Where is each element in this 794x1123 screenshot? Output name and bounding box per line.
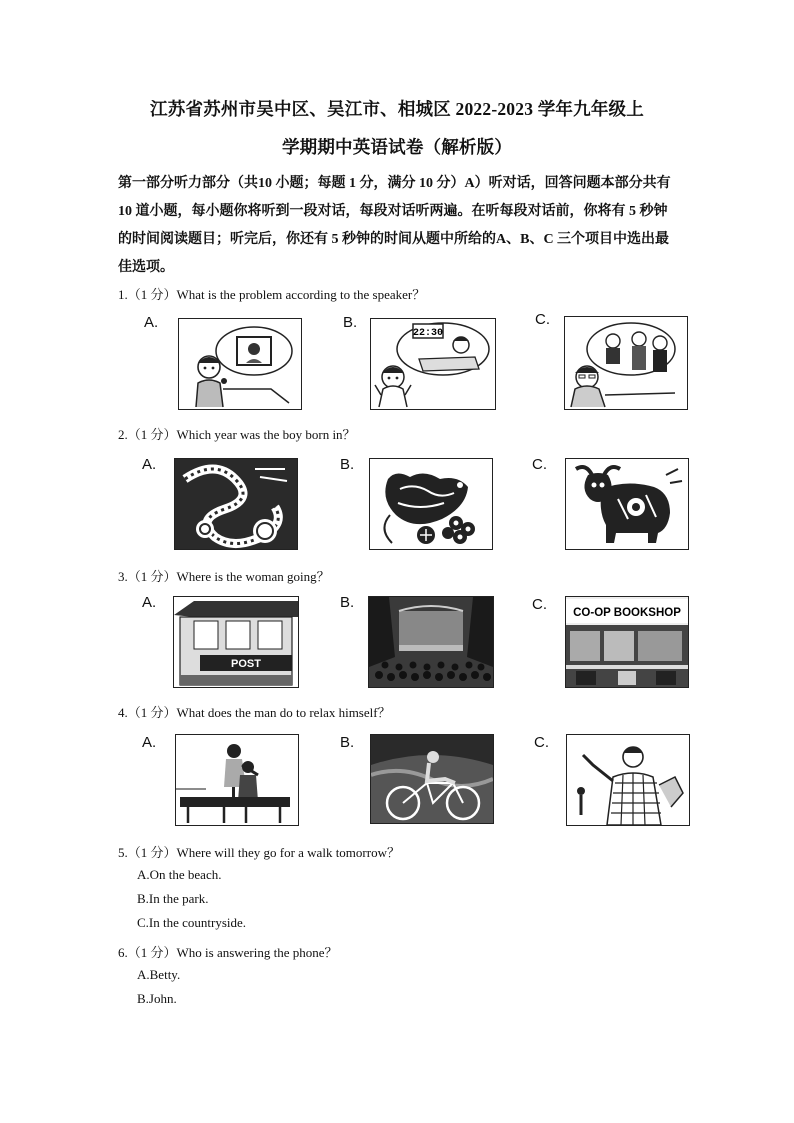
bookshop-illustration bbox=[566, 597, 688, 687]
q1-picture-b-tired-student[interactable] bbox=[370, 318, 496, 410]
post-sign: POST bbox=[231, 658, 261, 670]
mouse-papercut-illustration bbox=[370, 459, 492, 549]
theatre-illustration bbox=[369, 597, 493, 687]
snake-papercut-illustration bbox=[175, 459, 297, 549]
man-painting-illustration bbox=[567, 735, 689, 825]
q3-option-c-label: C. bbox=[532, 596, 547, 613]
page-title-line-2: 学期期中英语试卷（解析版） bbox=[281, 137, 513, 157]
q3-picture-a-post-office[interactable] bbox=[173, 596, 299, 688]
cycling-illustration bbox=[371, 735, 493, 823]
q4-picture-b-cycling[interactable] bbox=[370, 734, 494, 824]
q2-option-b-label: B. bbox=[340, 456, 355, 473]
clock-time: 22:30 bbox=[412, 328, 444, 339]
table-tennis-illustration bbox=[176, 735, 298, 825]
q3-option-b-label: B. bbox=[340, 594, 355, 611]
q5-choice-c[interactable]: C.In the countryside. bbox=[137, 915, 247, 930]
question-4: 4.（1 分）What does the man do to relax himself？ bbox=[118, 705, 391, 720]
q6-choice-a[interactable]: A.Betty. bbox=[137, 967, 181, 982]
q2-picture-c-ox[interactable] bbox=[565, 458, 689, 550]
q6-choice-b[interactable]: B.John. bbox=[137, 991, 177, 1006]
question-6: 6.（1 分）Who is answering the phone？ bbox=[118, 945, 338, 960]
q1-option-b-label: B. bbox=[343, 314, 358, 331]
q2-option-a-label: A. bbox=[142, 456, 157, 473]
question-1: 1.（1 分）What is the problem according to the speaker？ bbox=[118, 287, 426, 302]
q4-option-b-label: B. bbox=[340, 734, 355, 751]
q3-picture-c-bookshop[interactable] bbox=[565, 596, 689, 688]
bookshop-sign: CO-OP BOOKSHOP bbox=[573, 607, 681, 619]
section-instructions: 第一部分听力部分（共10 小题；每题 1 分，满分 10 分）A）听对话，回答问题本部分共有 10 道小题，每小题你将听到一段对话，每段对话听两遍。在听每段对话前，你将有 5 秒钟的时间阅读题目；听完后，你还有 5 秒钟的时间从题中所给的A、B、C 三个项目中选出最佳选项。 bbox=[118, 176, 671, 275]
question-3: 3.（1 分）Where is the woman going？ bbox=[118, 569, 330, 584]
page-title-line-1: 江苏省苏州市吴中区、吴江市、相城区 2022-2023 学年九年级上 bbox=[150, 99, 644, 119]
tired-student-illustration bbox=[371, 319, 495, 409]
question-5: 5.（1 分）Where will they go for a walk tomorrow？ bbox=[118, 845, 400, 860]
post-office-illustration bbox=[174, 597, 298, 687]
q3-picture-b-theatre[interactable] bbox=[368, 596, 494, 688]
q2-picture-a-snake[interactable] bbox=[174, 458, 298, 550]
people-arguing-illustration bbox=[565, 317, 687, 409]
q1-picture-c-people-arguing[interactable] bbox=[564, 316, 688, 410]
q1-picture-a-boy-watching-tv[interactable] bbox=[178, 318, 302, 410]
q5-choice-b[interactable]: B.In the park. bbox=[137, 891, 209, 906]
question-2: 2.（1 分）Which year was the boy born in？ bbox=[118, 427, 356, 442]
q1-option-c-label: C. bbox=[535, 311, 550, 328]
q4-option-a-label: A. bbox=[142, 734, 157, 751]
q1-option-a-label: A. bbox=[144, 314, 159, 331]
ox-papercut-illustration bbox=[566, 459, 688, 549]
q4-picture-c-painting[interactable] bbox=[566, 734, 690, 826]
q2-picture-b-mouse[interactable] bbox=[369, 458, 493, 550]
q4-picture-a-table-tennis[interactable] bbox=[175, 734, 299, 826]
q4-option-c-label: C. bbox=[534, 734, 549, 751]
q2-option-c-label: C. bbox=[532, 456, 547, 473]
boy-watching-tv-illustration bbox=[179, 319, 301, 409]
q3-option-a-label: A. bbox=[142, 594, 157, 611]
q5-choice-a[interactable]: A.On the beach. bbox=[137, 867, 222, 882]
